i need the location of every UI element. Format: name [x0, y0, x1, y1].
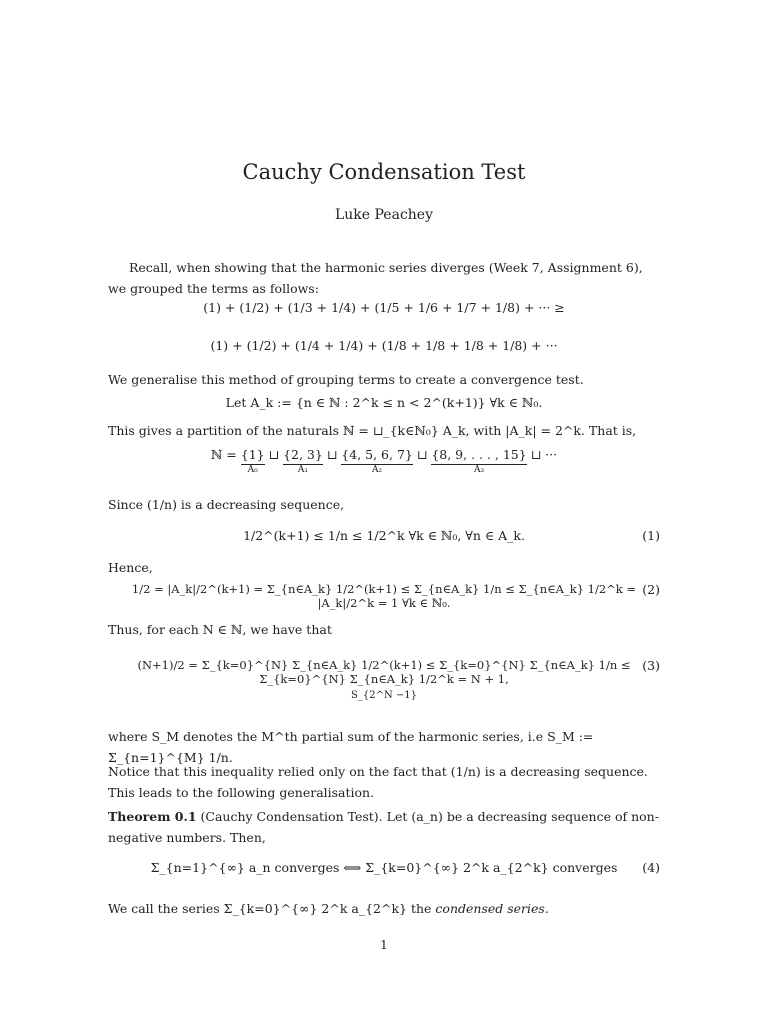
partition-set: {2, 3} [283, 447, 323, 462]
paragraph-decreasing: Since (1/n) is a decreasing sequence, [108, 497, 345, 512]
theorem-body: Let (a_n) be a decreasing sequence of non-negative numbers. Then, [108, 809, 659, 845]
condensed-term: condensed series. [435, 901, 549, 916]
equation-1: 1/2^(k+1) ≤ 1/n ≤ 1/2^k ∀k ∈ ℕ₀, ∀n ∈ A_k. [243, 528, 525, 543]
theorem-name: (Cauchy Condensation Test). [200, 809, 383, 824]
equation-grouping-2 [108, 338, 660, 353]
partition-group-1 [283, 447, 323, 475]
partition-lhs: ℕ = [210, 447, 237, 462]
condensed-text: We call the series Σ_{k=0}^{∞} 2^k a_{2^k} the [108, 901, 432, 916]
disjoint-union-symbol: ⊔ [268, 447, 280, 462]
definition-Ak: Let A_k := {n ∈ ℕ : 2^k ≤ n < 2^(k+1)} ∀k ∈ ℕ₀. [225, 395, 543, 410]
partition-tail: ⊔ ··· [530, 447, 558, 462]
partition-group-0 [241, 447, 265, 475]
equation-text: (1) + (1/2) + (1/3 + 1/4) + (1/5 + 1/6 + 1/7 + 1/8) + ··· ≥ [203, 300, 565, 315]
partition-equation [108, 447, 660, 475]
equation-grouping-1 [108, 300, 660, 315]
equation-number-2: (2) [642, 582, 660, 597]
equation-number-4: (4) [642, 860, 660, 875]
partition-set: {4, 5, 6, 7} [341, 447, 413, 462]
paragraph-generalise: We generalise this method of grouping terms to create a convergence test. [108, 372, 584, 387]
paragraph-hence: Hence, [108, 560, 153, 575]
partition-label: A₂ [341, 464, 413, 475]
partition-label: A₀ [241, 464, 265, 475]
partition-label: A₃ [431, 464, 526, 475]
disjoint-union-symbol: ⊔ [326, 447, 338, 462]
paragraph-partial-sum: where S_M denotes the M^th partial sum of the harmonic series, i.e S_M := Σ_{n=1}^{M} 1/n. [108, 729, 594, 765]
theorem-heading: Theorem 0.1 [108, 809, 197, 824]
partition-group-2 [341, 447, 413, 475]
equation-2: 1/2 = |A_k|/2^(k+1) = Σ_{n∈A_k} 1/2^(k+1) ≤ Σ_{n∈A_k} 1/n ≤ Σ_{n∈A_k} 1/2^k = |A_k|/2^k = 1 ∀k ∈ ℕ₀. [131, 582, 637, 610]
equation-3-brace-label: S_{2^N −1} [351, 690, 417, 701]
partition-set: {8, 9, . . . , 15} [431, 447, 527, 462]
partition-label: A₁ [283, 464, 323, 475]
equation-text: (1) + (1/2) + (1/4 + 1/4) + (1/8 + 1/8 + 1/8 + 1/8) + ··· [210, 338, 558, 353]
paragraph-condensed [108, 898, 660, 919]
author-name: Luke Peachey [334, 207, 433, 223]
partition-set: {1} [240, 447, 265, 462]
paragraph-notice: Notice that this inequality relied only on the fact that (1/n) is a decreasing sequence. This leads to the following generalisation. [108, 764, 648, 800]
theorem-statement [108, 806, 660, 848]
paragraph-partition: This gives a partition of the naturals ℕ = ⊔_{k∈ℕ₀} A_k, with |A_k| = 2^k. That is, [108, 423, 637, 438]
disjoint-union-symbol: ⊔ [416, 447, 428, 462]
page-number: 1 [380, 938, 388, 952]
paragraph-recall: Recall, when showing that the harmonic series diverges (Week 7, Assignment 6), we grouped the terms as follows: [108, 260, 643, 296]
partition-group-3 [431, 447, 526, 475]
equation-number-1: (1) [642, 528, 660, 543]
equation-3: (N+1)/2 = Σ_{k=0}^{N} Σ_{n∈A_k} 1/2^(k+1) ≤ Σ_{k=0}^{N} Σ_{n∈A_k} 1/n ≤ Σ_{k=0}^{N} Σ_{n∈A_k} 1/2^k = N + 1, [137, 658, 631, 686]
paragraph-thus: Thus, for each N ∈ ℕ, we have that [108, 622, 332, 637]
equation-number-3: (3) [642, 658, 660, 673]
paper-title: Cauchy Condensation Test [242, 160, 526, 184]
equation-4: Σ_{n=1}^{∞} a_n converges ⟺ Σ_{k=0}^{∞} 2^k a_{2^k} converges [150, 860, 618, 875]
